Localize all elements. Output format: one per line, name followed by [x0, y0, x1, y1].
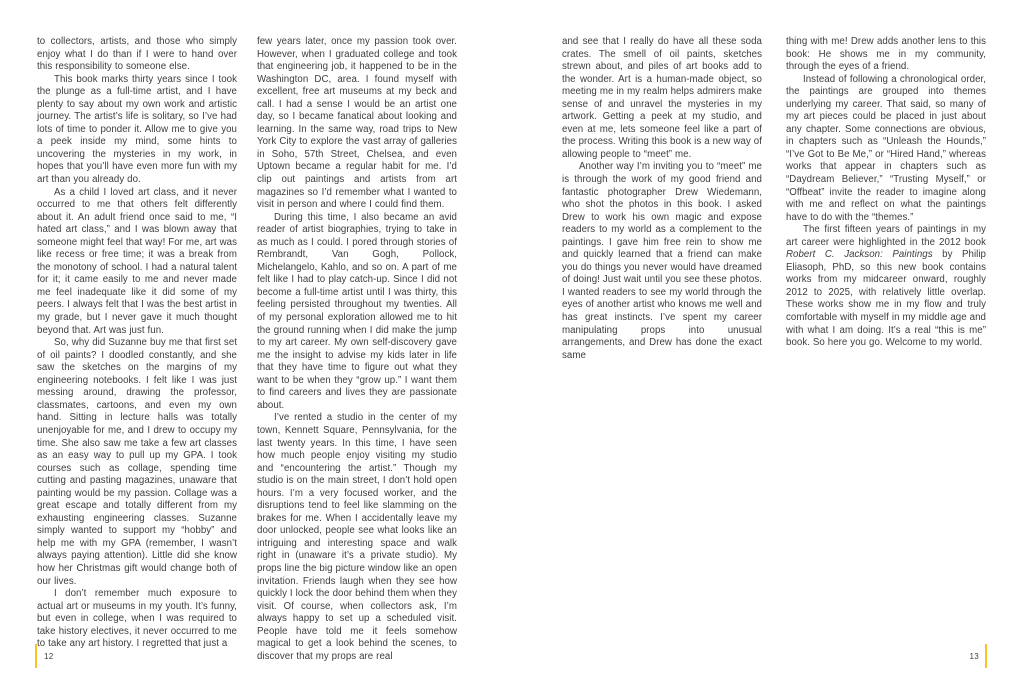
paragraph: As a child I loved art class, and it never occurred to me that others felt differently about it. An adult friend once said to me, “I hated art class,” and I was blown away that someone might feel that way! For me, art was like recess or free time; it was a break from the monotony of school. I had a natural talent for it; it came easily to me and never made me feel inadequate like it did some of my peers. I always felt that I was the best artist in my grade, but I never gave it much thought beyond that. Art was just fun.: [37, 186, 237, 336]
paragraph: thing with me! Drew adds another lens to this book: He shows me in my community, through the eyes of a friend.: [786, 36, 986, 73]
right-page-columns: [562, 36, 986, 362]
paragraph: So, why did Suzanne buy me that first set of oil paints? I doodled constantly, and she saw the sketches on the margins of my engineering notebooks. I felt like I was just messing around, drawing the professor, classmates, cartoons, and even my own hand. Sitting in lecture halls was totally unenjoyable for me, and I drew to occupy my time. She also saw me take a few art classes as an easy way to pull up my GPA. I took courses such as collage, spending time cutting and pasting magazines, unaware that painting would be my passion. Collage was a great escape and totally different from my exhausting engineering classes. Suzanne simply wanted to support my “hobby” and help me with my GPA (remember, I wasn’t always paying attention). Little did she know how her Christmas gift would change both of our lives.: [37, 337, 237, 587]
paragraph: I’ve rented a studio in the center of my town, Kennett Square, Pennsylvania, for the last twenty years. In this time, I have seen how much people enjoy visiting my studio and “encountering the artist.” Though my studio is on the main street, I don’t hold open hours. I’m a very focused worker, and the disruptions tend to feel like slamming on the brakes for me. When I accidentally leave my door unlocked, people see what looks like an intriguing and interesting space and walk right in (unaware it’s a private studio). My props line the big picture window like an open invitation. Friends laugh when they see how quickly I lock the door behind them when they visit. Of course, when collectors ask, I’m always happy to set up a scheduled visit. People have told me it feels somehow magical to get a look behind the scenes, to discover that my props are real: [257, 412, 457, 662]
paragraph: This book marks thirty years since I took the plunge as a full-time artist, and I have plenty to say about my own work and artistic journey. The artist’s life is solitary, so I’ve had lots of time to ponder it. Allow me to give you a peek inside my mind, some hints to uncovering the mysteries in my work, in hopes that you’ll have even more fun with my art than you already do.: [37, 73, 237, 186]
paragraph-text: by Philip Eliasoph, PhD, so this new book contains works from my midcareer onward, roughly 2012 to 2025, with relatively little overlap. These works show me in my flow and truly comfortable with myself in my middle age and with what I am doing. It’s a real “this is me” book. So here you go. Welcome to my world.: [786, 249, 986, 349]
paragraph: Instead of following a chronological order, the paintings are grouped into themes underlying my career. That said, so many of my art pieces could be placed in just about any chapter. Some connections are obvious, in chapters such as “Unleash the Hounds,” “I’ve Got to Be Me,” or “Hired Hand,” whereas works that appear in chapters such as “Daydream Believer,” “Trusting Myself,” or “Offbeat” invite the reader to imagine along with me and reflect on what the paintings have to do with the “themes.”: [786, 73, 986, 223]
paragraph: During this time, I also became an avid reader of artist biographies, trying to take in as much as I could. I pored through stories of Rembrandt, Van Gogh, Pollock, Michelangelo, Kahlo, and so on. A part of me felt like I had to play catch-up. Since I did not become a full-time artist until I was thirty, this feeling persisted throughout my twenties. All of my personal exploration allowed me to hit the ground running when I did make the jump to my art career. My own self-discovery gave me the insight to advise my kids later in life that they have time to figure out what they want to be when they “grow up.” I want them to find careers and lives they are passionate about.: [257, 211, 457, 411]
paragraph: to collectors, artists, and those who simply enjoy what I do than if I were to hand over this responsibility to someone else.: [37, 36, 237, 73]
page-marker-bar: [985, 644, 987, 668]
paragraph: Another way I’m inviting you to “meet” me is through the work of my good friend and fantastic photographer Drew Wiedemann, who shot the photos in this book. I asked Drew to work his own magic and expose readers to my world as a complement to the paintings. I gave him free rein to show me and quickly learned that a friend can make you do things you never would have dreamed of doing! Just wait until you see these photos. I wanted readers to see my world through the eyes of another artist who knows me well and has great instincts. I’ve spent my career manipulating props into unusual arrangements, and Drew has done the exact same: [562, 161, 762, 361]
paragraph: and see that I really do have all these soda crates. The smell of oil paints, sketches strewn about, and piles of art books add to the wonder. Art is a human-made object, so meeting me in my realm helps admirers make sense of and unravel the mysteries in my artwork. Getting a peek at my studio, and even at me, lets someone feel like a part of the process. Writing this book is a new way of allowing people to “meet” me.: [562, 36, 762, 160]
paragraph: few years later, once my passion took over. However, when I graduated college and took that engineering job, it happened to be in the Washington DC, area. I found myself with excellent, free art museums at my beck and call. I had a sense I would be an artist one day, so I became fanatical about looking and learning. In the same way, road trips to New York City to explore the vast array of galleries in Soho, 57th Street, Chelsea, and even Uptown became a regular habit for me. I’d clip out paintings and artists from art magazines so I’d remember what I wanted to visit in person and where I could find them.: [257, 36, 457, 211]
page-right: [512, 0, 1024, 683]
left-page-columns: [37, 36, 457, 663]
page-marker-bar: [35, 644, 37, 668]
paragraph-text: The first fifteen years of paintings in my art career were highlighted in the 2012 book: [786, 224, 986, 248]
paragraph: [786, 224, 986, 349]
text-column-2: [257, 36, 457, 663]
text-column-1: [37, 36, 237, 663]
text-column-4: [786, 36, 986, 362]
page-footer-left: [35, 644, 54, 668]
book-title-italic: Robert C. Jackson: Paintings: [786, 249, 933, 261]
page-number: 12: [44, 651, 54, 661]
text-column-3: [562, 36, 762, 362]
paragraph: I don’t remember much exposure to actual art or museums in my youth. It’s funny, but even in college, when I was required to take history electives, it never occurred to me to take any art history. I regretted that just a: [37, 588, 237, 650]
page-footer-right: [956, 644, 987, 668]
page-number: 13: [969, 651, 979, 661]
